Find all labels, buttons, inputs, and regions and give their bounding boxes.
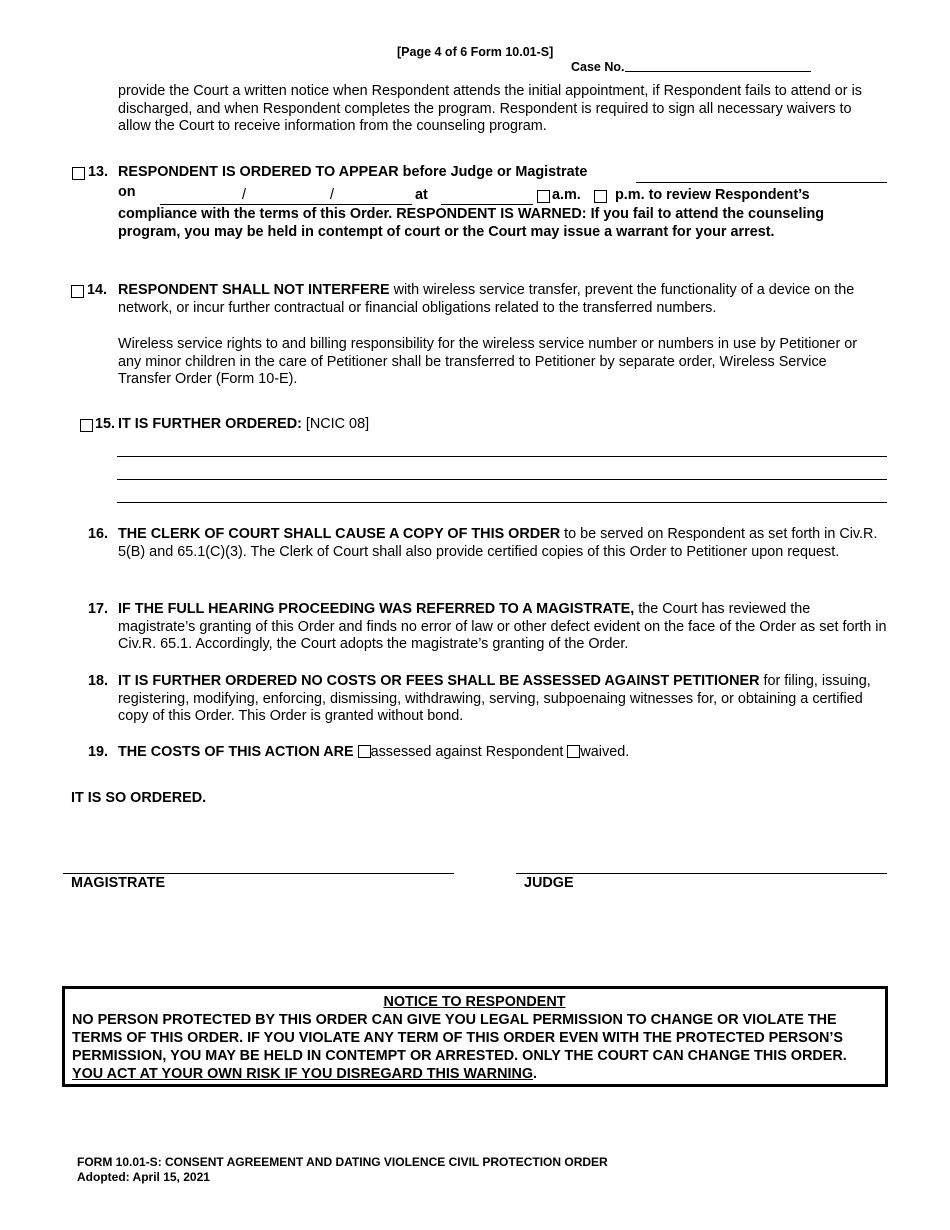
item13-warning: compliance with the terms of this Order. RESPONDENT IS WARNED: If you fail to attend the counseling program, you may be held in contempt of court or the Court may issue a warrant for your arrest.	[118, 206, 825, 240]
item17-text: the Court has reviewed the magistrate’s granting of this Order and finds no error of law or other defect evident on the face of the Order as set forth in Civ.R. 65.1. Accordingly, the Court adopts the magistrate’s granting of the Order.	[118, 601, 887, 652]
item15-line-3[interactable]	[117, 502, 887, 503]
item14-checkbox[interactable]	[71, 285, 84, 298]
item13-number: 13.	[88, 164, 109, 180]
judge-name-field[interactable]	[636, 182, 887, 183]
case-label: Case No.	[571, 60, 625, 74]
item16-number: 16.	[88, 526, 109, 542]
item14-number: 14.	[87, 282, 108, 298]
magistrate-label: MAGISTRATE	[71, 875, 166, 891]
hearing-time-field[interactable]	[441, 204, 533, 205]
item14-paragraph	[118, 282, 888, 317]
case-number-field[interactable]	[625, 59, 811, 72]
item15-lead: IT IS FURTHER ORDERED:	[118, 416, 302, 432]
notice-title: NOTICE TO RESPONDENT	[383, 994, 566, 1010]
notice-body	[72, 1011, 877, 1083]
costs-assessed-label: assessed against Respondent	[370, 744, 564, 760]
pm-checkbox[interactable]	[594, 190, 607, 203]
item17-paragraph	[118, 601, 888, 654]
costs-waived-checkbox[interactable]	[567, 745, 580, 758]
item13-lead: RESPONDENT IS ORDERED TO APPEAR before Judge or Magistrate	[118, 164, 588, 180]
item13-checkbox[interactable]	[72, 167, 85, 180]
so-ordered: IT IS SO ORDERED.	[71, 790, 207, 806]
item14-lead: RESPONDENT SHALL NOT INTERFERE	[118, 282, 390, 298]
item14-paragraph-2: Wireless service rights to and billing responsibility for the wireless service number or numbers in use by Petitioner or any minor children in the care of Petitioner shall be transferred to Petitioner by separate order, Wireless Service Transfer Order (Form 10-E).	[118, 336, 858, 387]
am-label: a.m.	[552, 187, 581, 203]
item17-number: 17.	[88, 601, 109, 617]
item19-lead: THE COSTS OF THIS ACTION ARE	[118, 744, 354, 760]
item13-on-label: on	[118, 184, 136, 200]
costs-assessed-checkbox[interactable]	[358, 745, 371, 758]
item16-paragraph	[118, 526, 888, 561]
notice-text: NO PERSON PROTECTED BY THIS ORDER CAN GIVE YOU LEGAL PERMISSION TO CHANGE OR VIOLATE THE TERMS OF THIS ORDER. IF YOU VIOLATE ANY TERM OF THIS ORDER EVEN WITH THE PROTECTED PERSON’S PERMISSION, YOU MAY BE HELD IN CONTEMPT OR ARRESTED. ONLY THE COURT CAN CHANGE THIS ORDER.	[72, 1012, 847, 1064]
am-checkbox[interactable]	[537, 190, 550, 203]
continuation-paragraph: provide the Court a written notice when Respondent attends the initial appointment, if Respondent fails to attend or is discharged, and when Respondent completes the program. Respondent is required to sign all necessary waivers to allow the Court to receive information from the counseling program.	[118, 83, 862, 134]
date-slash-1: /	[242, 187, 246, 203]
case-number-label	[571, 59, 811, 77]
item18-number: 18.	[88, 673, 109, 689]
magistrate-signature-line[interactable]	[63, 873, 454, 874]
item17-lead: IF THE FULL HEARING PROCEEDING WAS REFERRED TO A MAGISTRATE,	[118, 601, 635, 617]
page-label: [Page 4 of 6 Form 10.01-S]	[397, 45, 554, 59]
item15-number: 15.	[95, 416, 116, 432]
judge-label: JUDGE	[524, 875, 574, 891]
item19-line	[118, 744, 888, 762]
item13-at-label: at	[415, 187, 428, 203]
item15-line-1[interactable]	[117, 456, 887, 457]
hearing-date-field[interactable]	[160, 204, 412, 205]
item15-line-2[interactable]	[117, 479, 887, 480]
item15-paragraph	[118, 416, 888, 434]
item18-paragraph	[118, 673, 888, 726]
notice-end: .	[533, 1066, 538, 1082]
item15-code: [NCIC 08]	[301, 416, 370, 432]
footer-form-title: FORM 10.01-S: CONSENT AGREEMENT AND DATING VIOLENCE CIVIL PROTECTION ORDER	[77, 1155, 608, 1169]
notice-warning: YOU ACT AT YOUR OWN RISK IF YOU DISREGARD THIS WARNING	[72, 1066, 534, 1082]
item15-checkbox[interactable]	[80, 419, 93, 432]
pm-label: p.m. to review Respondent’s	[615, 187, 810, 203]
item16-text: to be served on Respondent as set forth in Civ.R. 5(B) and 65.1(C)(3). The Clerk of Court shall also provide certified copies of this Order to Petitioner upon request.	[118, 526, 878, 560]
costs-waived-label: waived.	[580, 744, 630, 760]
judge-signature-line[interactable]	[516, 873, 887, 874]
footer-adopted: Adopted: April 15, 2021	[77, 1170, 210, 1184]
item16-lead: THE CLERK OF COURT SHALL CAUSE A COPY OF THIS ORDER	[118, 526, 561, 542]
item18-text: for filing, issuing, registering, modifying, enforcing, dismissing, withdrawing, serving, subpoenaing witnesses for, or obtaining a certified copy of this Order. This Order is granted without bond.	[118, 673, 871, 724]
item19-number: 19.	[88, 744, 109, 760]
notice-box	[62, 986, 888, 1087]
item14-text: with wireless service transfer, prevent the functionality of a device on the network, or incur further contractual or financial obligations related to the transferred numbers.	[118, 282, 855, 316]
date-slash-2: /	[330, 187, 334, 203]
item18-lead: IT IS FURTHER ORDERED NO COSTS OR FEES SHALL BE ASSESSED AGAINST PETITIONER	[118, 673, 760, 689]
